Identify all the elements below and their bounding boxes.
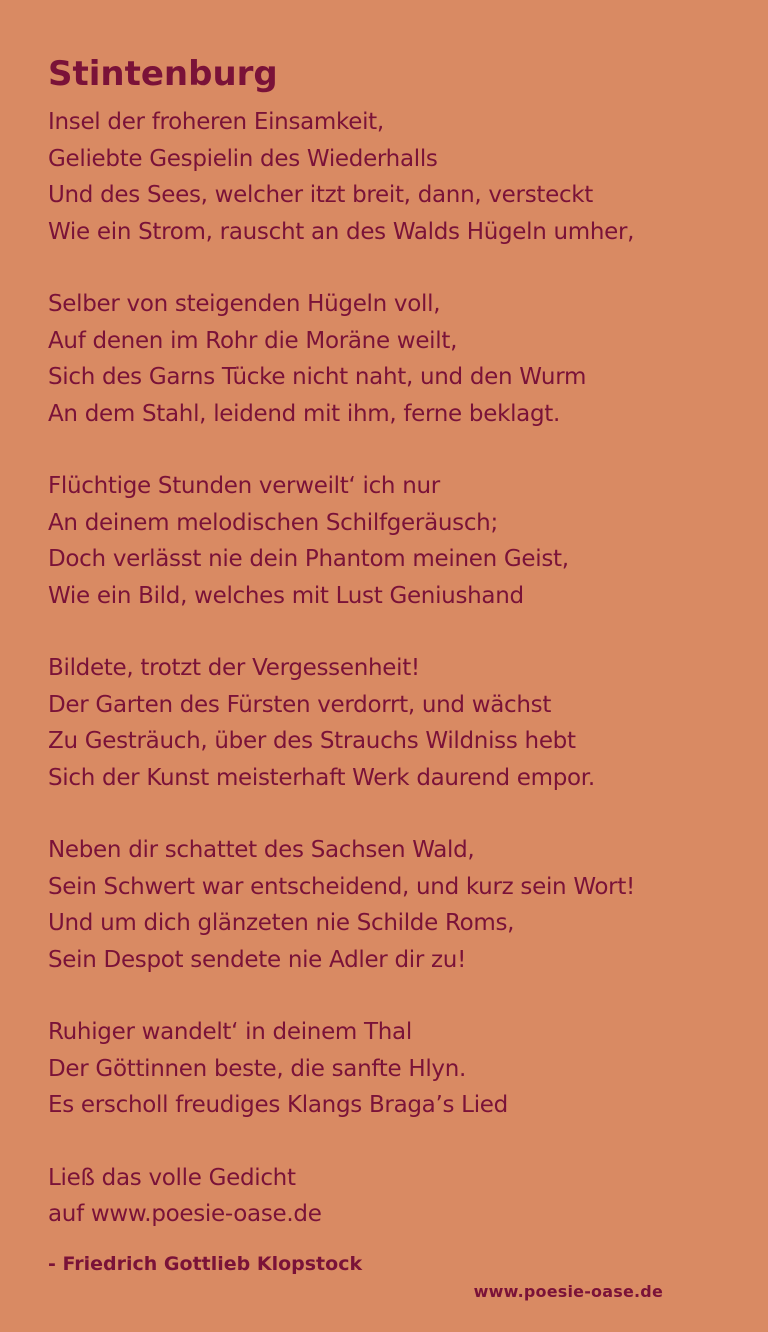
stanza-3 [48,468,728,614]
poem-card [48,52,728,1277]
stanza-2 [48,286,728,432]
poem-line: Sein Despot sendete nie Adler dir zu! [48,946,467,973]
poem-line: Ruhiger wandelt‘ in deinem Thal [48,1019,412,1045]
poem-line: Und um dich glänzeten nie Schilde Roms, [48,910,515,936]
poem-line: Neben dir schattet des Sachsen Wald, [48,837,475,863]
poem-line: Und des Sees, welcher itzt breit, dann, versteckt [48,182,594,208]
poem-author: - Friedrich Gottlieb Klopstock [48,1252,363,1275]
read-more-note [48,1160,728,1233]
read-more-link[interactable]: auf www.poesie-oase.de [48,1201,322,1227]
footer-site-link[interactable]: www.poesie-oase.de [473,1282,663,1301]
poem-line: An deinem melodischen Schilfgeräusch; [48,509,498,536]
poem-line: Wie ein Strom, rauscht an des Walds Hügeln umher, [48,218,635,245]
poem-line: An dem Stahl, leidend mit ihm, ferne beklagt. [48,400,560,427]
poem-line: Der Garten des Fürsten verdorrt, und wächst [48,691,552,718]
stanza-1 [48,104,728,250]
poem-line: Selber von steigenden Hügeln voll, [48,291,441,317]
poem-line: Es erscholl freudiges Klangs Braga’s Lied [48,1092,508,1118]
poem-line: Auf denen im Rohr die Moräne weilt, [48,327,458,354]
poem-line: Bildete, trotzt der Vergessenheit! [48,655,420,681]
poem-line: Wie ein Bild, welches mit Lust Geniushand [48,582,524,609]
poem-line: Sich des Garns Tücke nicht naht, und den Wurm [48,364,587,390]
stanza-6 [48,1014,728,1124]
poem-line: Zu Gesträuch, über des Strauchs Wildniss hebt [48,728,576,754]
poem-line: Sein Schwert war entscheidend, und kurz sein Wort! [48,873,635,900]
stanza-4 [48,650,728,796]
poem-line: Der Göttinnen beste, die sanfte Hlyn. [48,1055,467,1082]
poem-line: Flüchtige Stunden verweilt‘ ich nur [48,473,440,499]
poem-line: Insel der froheren Einsamkeit, [48,109,384,135]
poem-line: Sich der Kunst meisterhaft Werk daurend empor. [48,764,595,791]
poem-line: Doch verlässt nie dein Phantom meinen Geist, [48,546,569,572]
poem-title: Stintenburg [48,54,278,94]
poem-line: Geliebte Gespielin des Wiederhalls [48,145,438,172]
stanza-5 [48,832,728,978]
read-more-line: Ließ das volle Gedicht [48,1164,296,1191]
